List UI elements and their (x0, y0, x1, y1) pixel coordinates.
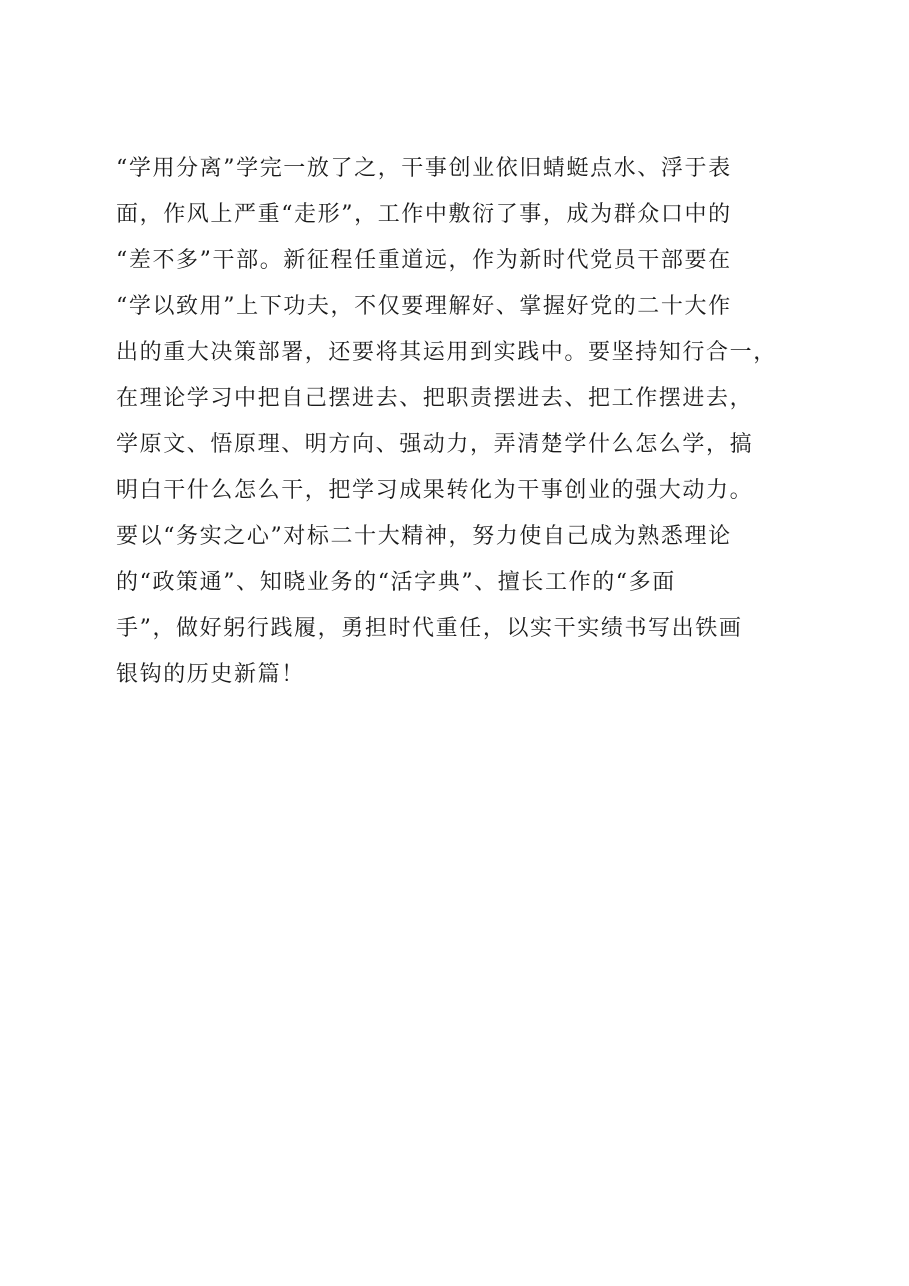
text-line: 的“政策通”、知晓业务的“活字典”、擅长工作的“多面 (116, 570, 676, 595)
text-line: “学用分离”学完一放了之，干事创业依旧蜻蜓点水、浮于表 (116, 156, 732, 181)
text-line: 手”，做好躬行践履，勇担时代重任，以实干实绩书写出铁画 (116, 616, 743, 641)
text-line: 学原文、悟原理、明方向、强动力，弄清楚学什么怎么学，搞 (116, 432, 754, 457)
text-line: 明白干什么怎么干，把学习成果转化为干事创业的强大动力。 (116, 478, 754, 503)
text-line: “差不多”干部。新征程任重道远，作为新时代党员干部要在 (116, 248, 732, 273)
text-line: “学以致用”上下功夫，不仅要理解好、掌握好党的二十大作 (116, 294, 732, 319)
text-line: 银钩的历史新篇！ (116, 662, 305, 687)
text-line: 出的重大决策部署，还要将其运用到实践中。要坚持知行合一， (116, 340, 777, 365)
text-line: 面，作风上严重“走形”，工作中敷衍了事，成为群众口中的 (116, 202, 732, 227)
text-line: 在理论学习中把自己摆进去、把职责摆进去、把工作摆进去， (116, 386, 754, 411)
body-paragraph (116, 153, 816, 705)
text-line: 要以“务实之心”对标二十大精神，努力使自己成为熟悉理论 (116, 524, 732, 549)
